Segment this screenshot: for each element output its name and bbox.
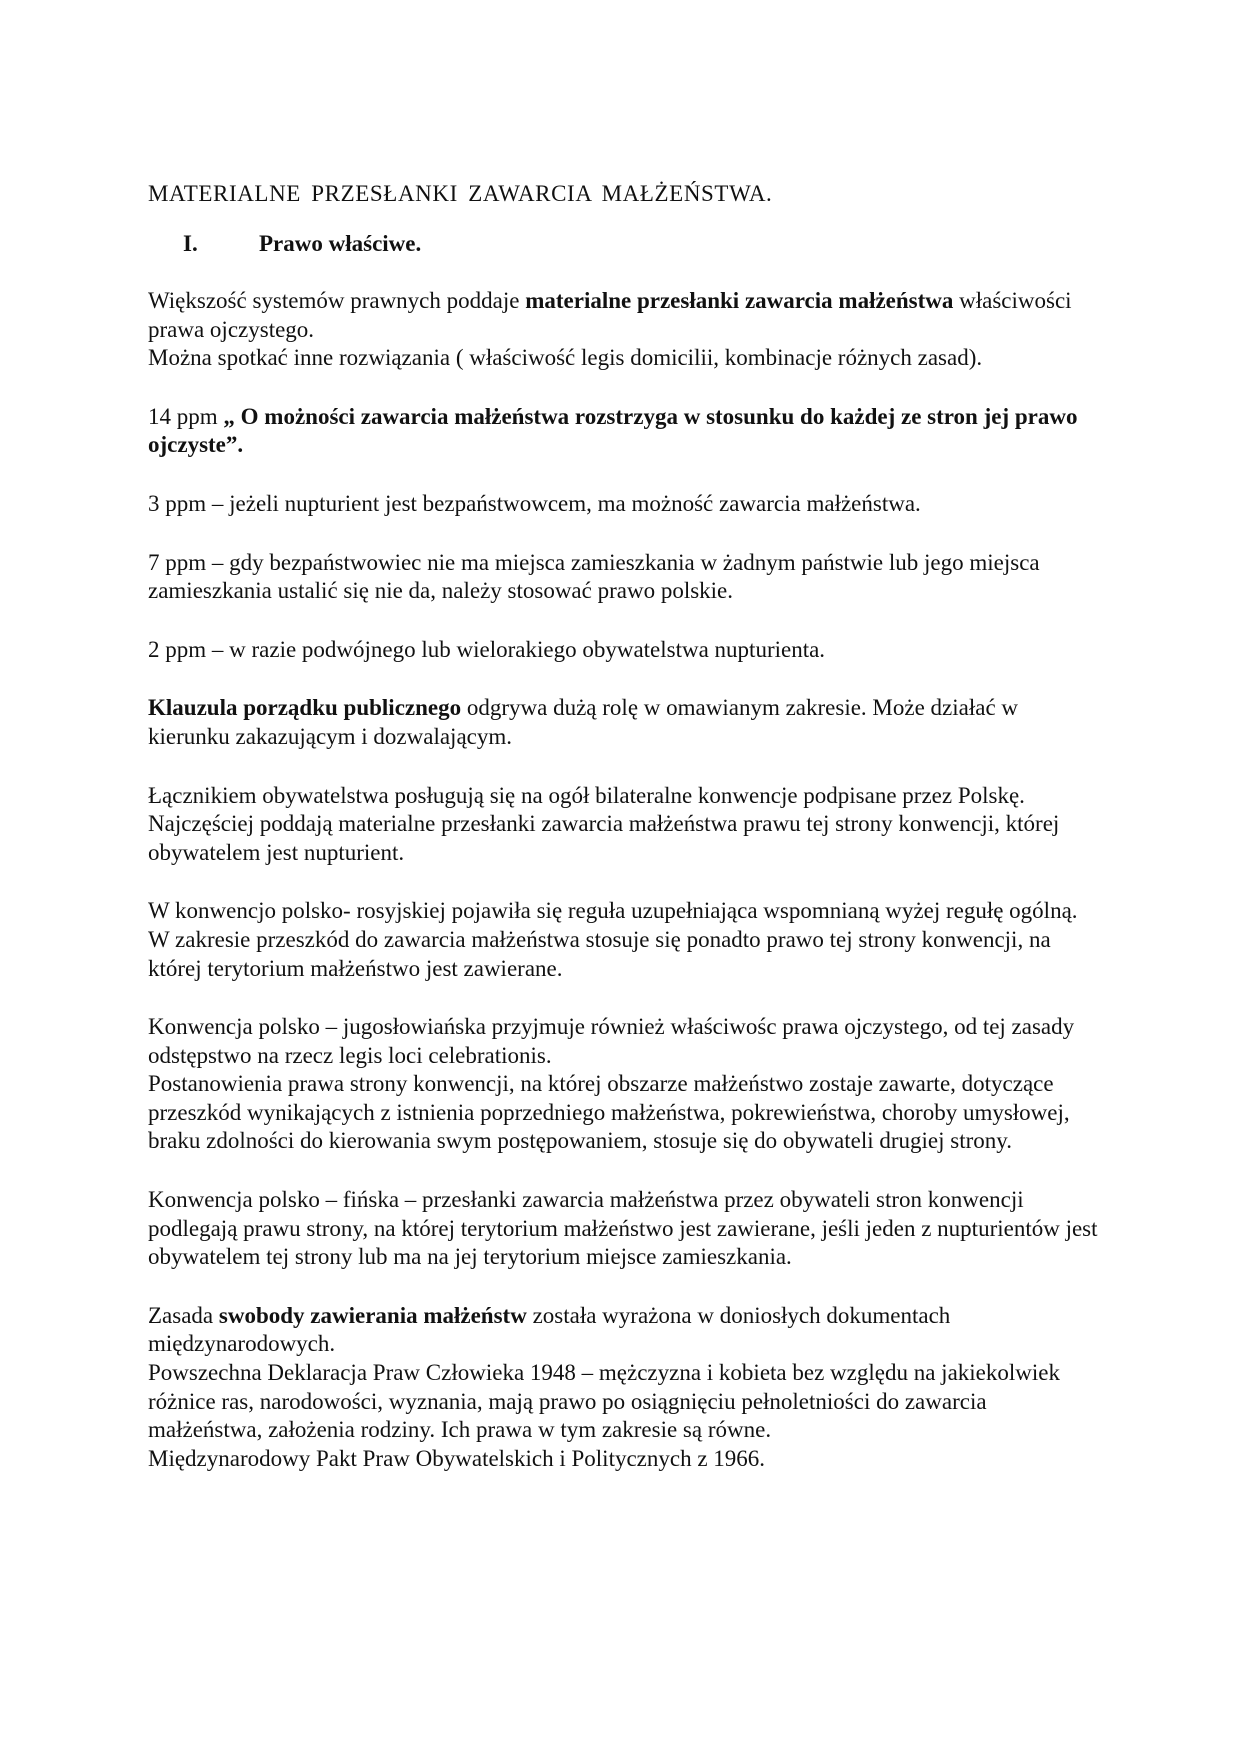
- text-run: Większość systemów prawnych poddaje: [148, 288, 526, 313]
- paragraph-line: [148, 1359, 1098, 1445]
- paragraph-line: [148, 694, 1098, 751]
- text-run: Najczęściej poddają materialne przesłanki zawarcia małżeństwa prawu tej strony konwencji, której obywatelem jest nupturient.: [148, 811, 1060, 865]
- text-run: Międzynarodowy Pakt Praw Obywatelskich i Politycznych z 1966.: [148, 1445, 766, 1471]
- paragraph-block: [148, 1186, 1098, 1272]
- text-run: Łącznikiem obywatelstwa posługują się na ogół bilateralne konwencje podpisane przez Polskę.: [148, 782, 1025, 808]
- paragraph-line: [148, 1186, 1098, 1272]
- text-run: Postanowienia prawa strony konwencji, na której obszarze małżeństwo zostaje zawarte, dotyczące przeszkód wynikających z istnienia poprzedniego małżeństwa, pokrewieństwa, choroby umysłowej, braku zdolności do kierowania swym postępowaniem, stosuje się do obywateli drugiej strony.: [148, 1071, 1070, 1154]
- text-run: 3 ppm – jeżeli nupturient jest bezpaństwowcem, ma możność zawarcia małżeństwa.: [148, 490, 921, 516]
- paragraph-block: [148, 403, 1098, 460]
- paragraph-block: [148, 490, 1098, 519]
- text-run: 14 ppm: [148, 403, 224, 429]
- paragraph-block: [148, 1013, 1098, 1156]
- bold-text: swobody zawierania małżeństw: [218, 1302, 527, 1328]
- paragraph-line: [148, 549, 1098, 606]
- text-run: Można spotkać inne rozwiązania ( właściwość legis domicilii, kombinacje różnych zasad).: [148, 345, 983, 371]
- paragraph-block: [148, 549, 1098, 606]
- paragraph-line: [148, 782, 1098, 811]
- paragraph-block: [148, 897, 1098, 983]
- text-run: odgrywa dużą rolę w omawianym zakresie. Może działać w kierunku zakazującym i dozwalającym.: [148, 695, 1019, 749]
- section-heading: [148, 230, 1098, 258]
- paragraph-line: [148, 403, 1098, 460]
- text-run: Powszechna Deklaracja Praw Człowieka 1948 – mężczyzna i kobieta bez względu na jakiekolwiek różnice ras, narodowości, wyznania, mają prawo po osiągnięciu pełnoletniości do zawarcia małżeństwa, założenia rodziny. Ich prawa w tym zakresie są równe.: [148, 1360, 1060, 1443]
- document-body: [148, 287, 1098, 1473]
- paragraph-line: [148, 1013, 1098, 1070]
- text-run: Konwencja polsko – jugosłowiańska przyjmuje również właściwośc prawa ojczystego, od tej zasady odstępstwo na rzecz legis loci celebrationis.: [148, 1014, 1075, 1068]
- text-run: 7 ppm – gdy bezpaństwowiec nie ma miejsca zamieszkania w żadnym państwie lub jego miejsca zamieszkania ustalić się nie da, należy stosować prawo polskie.: [148, 549, 1040, 604]
- paragraph-line: [148, 1302, 1098, 1359]
- text-run: właściwości prawa ojczystego.: [148, 288, 1072, 342]
- text-run: W zakresie przeszkód do zawarcia małżeństwa stosuje się ponadto prawo tej strony konwencji, na której terytorium małżeństwo jest zawierane.: [148, 926, 1051, 981]
- document-title: MATERIALNE PRZESŁANKI ZAWARCIA MAŁŻEŃSTWA.: [148, 181, 773, 206]
- section-number: I.: [183, 231, 198, 256]
- text-run: 2 ppm – w razie podwójnego lub wielorakiego obywatelstwa nupturienta.: [148, 636, 826, 662]
- text-run: W konwencjo polsko- rosyjskiej pojawiła się reguła uzupełniająca wspomnianą wyżej regułę ogólną.: [148, 898, 1078, 924]
- paragraph-line: [148, 490, 1098, 519]
- document-content: [148, 180, 1098, 1473]
- paragraph-block: [148, 1302, 1098, 1474]
- text-run: została wyrażona w doniosłych dokumentach międzynarodowych.: [148, 1302, 951, 1357]
- paragraph-line: [148, 344, 1098, 373]
- text-run: Konwencja polsko – fińska – przesłanki zawarcia małżeństwa przez obywateli stron konwencji podlegają prawu strony, na której terytorium małżeństwo jest zawierane, jeśli jeden z nupturientów jest obywatelem tej strony lub ma na jej terytorium miejsce zamieszkania.: [148, 1187, 1098, 1270]
- section-title: Prawo właściwe.: [259, 231, 422, 256]
- paragraph-line: [148, 636, 1098, 665]
- bold-text: Klauzula porządku publicznego: [148, 695, 462, 721]
- bold-text: „ O możności zawarcia małżeństwa rozstrzyga w stosunku do każdej ze stron jej prawo ojczyste”.: [148, 403, 1078, 458]
- paragraph-line: [148, 897, 1098, 926]
- bold-text: materialne przesłanki zawarcia małżeństwa: [525, 288, 954, 313]
- paragraph-line: [148, 1070, 1098, 1156]
- paragraph-block: [148, 694, 1098, 751]
- paragraph-block: [148, 636, 1098, 665]
- paragraph-line: [148, 926, 1098, 983]
- paragraph-line: [148, 810, 1098, 867]
- text-run: Zasada: [148, 1302, 219, 1328]
- paragraph-block: [148, 287, 1098, 373]
- paragraph-line: [148, 1445, 1098, 1474]
- paragraph-block: [148, 782, 1098, 868]
- paragraph-line: [148, 287, 1098, 344]
